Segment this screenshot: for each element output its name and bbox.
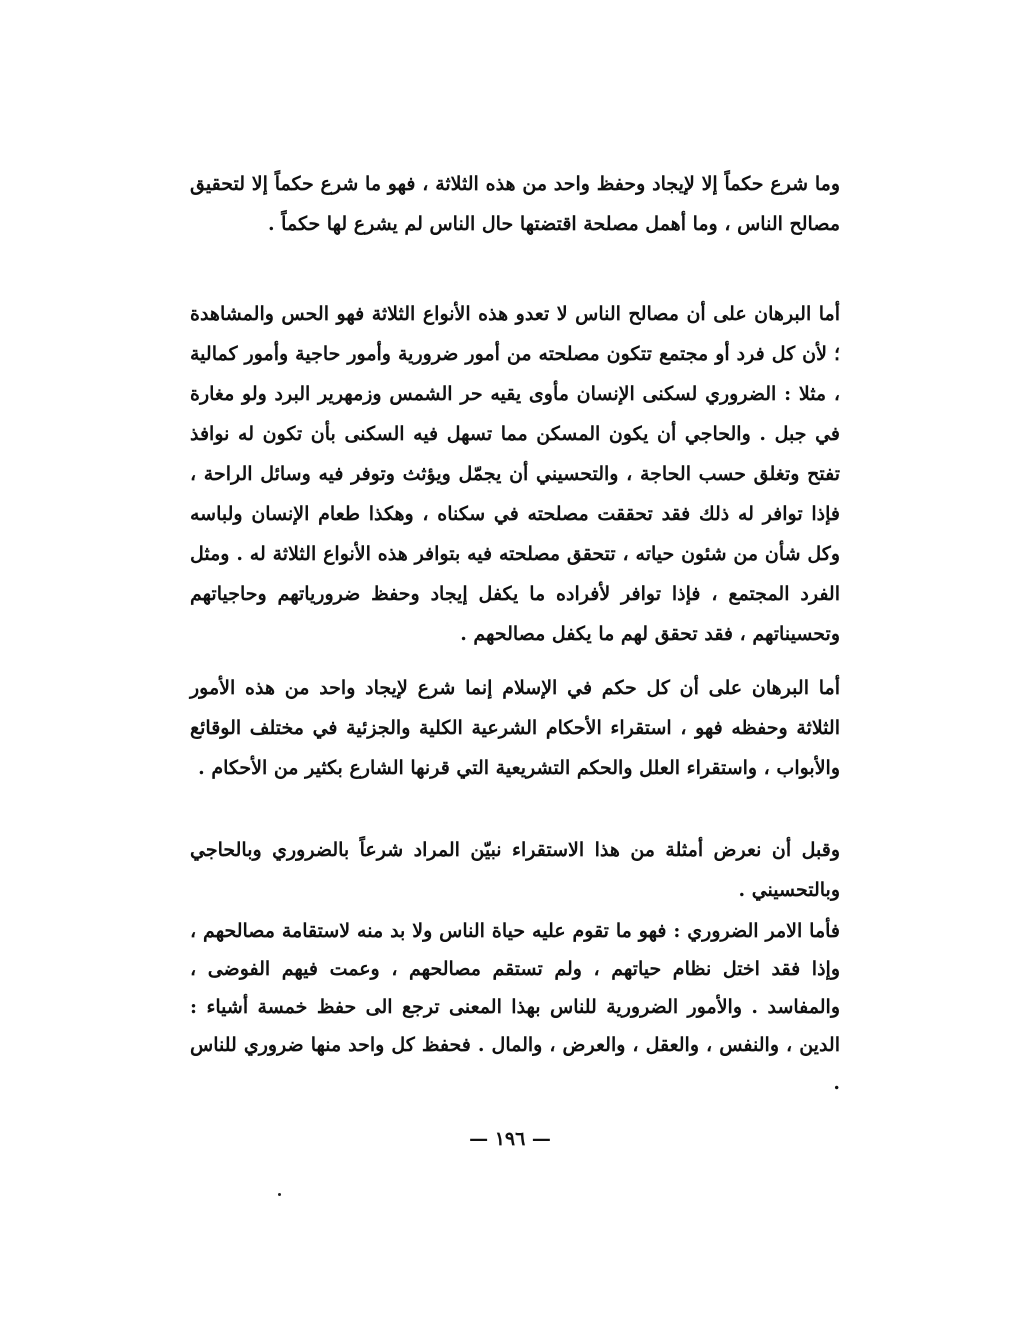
page-number: — ١٩٦ — [469, 1128, 551, 1150]
scan-speck [278, 1193, 281, 1196]
paragraph-3: أما البرهان على أن كل حكم في الإسلام إنما شرع لإيجاد واحد من هذه الأمور الثلاثة وحفظه فهو ، استقراء الأحكام الشرعية الكلية والجزئية في مختلف الوقائع والأبواب ، واستقراء العلل والحكم التشريعية التي قرنها الشارع بكثير من الأحكام . [190, 677, 840, 779]
paragraph-2: أما البرهان على أن مصالح الناس لا تعدو هذه الأنواع الثلاثة فهو الحس والمشاهدة ؛ لأن كل فرد أو مجتمع تتكون مصلحته من أمور ضرورية وأمور حاجية وأمور كمالية ، مثلا : الضروري لسكنى الإنسان مأوى يقيه حر الشمس وزمهرير البرد ولو مغارة في جبل . والحاجي أن يكون المسكن مما تسهل فيه السكنى بأن تكون له نوافذ تفتح وتغلق حسب الحاجة ، والتحسيني أن يجمّل ويؤثث وتوفر فيه وسائل الراحة ، فإذا توافر له ذلك فقد تحققت مصلحته في سكناه ، وهكذا طعام الإنسان ولباسه وكل شأن من شئون حياته ، تتحقق مصلحته فيه بتوافر هذه الأنواع الثلاثة له . ومثل الفرد المجتمع ، فإذا توافر لأفراده ما يكفل إيجاد وحفظ ضرورياتهم وحاجياتهم وتحسيناتهم ، فقد تحقق لهم ما يكفل مصالحهم . [190, 303, 840, 645]
paragraph-5: فأما الامر الضروري : فهو ما تقوم عليه حياة الناس ولا بد منه لاستقامة مصالحهم ، وإذا فقد اختل نظام حياتهم ، ولم تستقم مصالحهم ، وعمت فيهم الفوضى ، والمفاسد . والأمور الضرورية للناس بهذا المعنى ترجع الى حفظ خمسة أشياء : الدين ، والنفس ، والعقل ، والعرض ، والمال . فحفظ كل واحد منها ضروري للناس . [190, 920, 841, 1094]
paragraph-4: وقبل أن نعرض أمثلة من هذا الاستقراء نبيّن المراد شرعاً بالضروري وبالحاجي وبالتحسيني . [190, 839, 840, 901]
paragraph-1: وما شرع حكماً إلا لإيجاد وحفظ واحد من هذه الثلاثة ، فهو ما شرع حكماً إلا لتحقيق مصالح الناس ، وما أهمل مصلحة اقتضتها حال الناس لم يشرع لها حكماً . [190, 173, 840, 235]
